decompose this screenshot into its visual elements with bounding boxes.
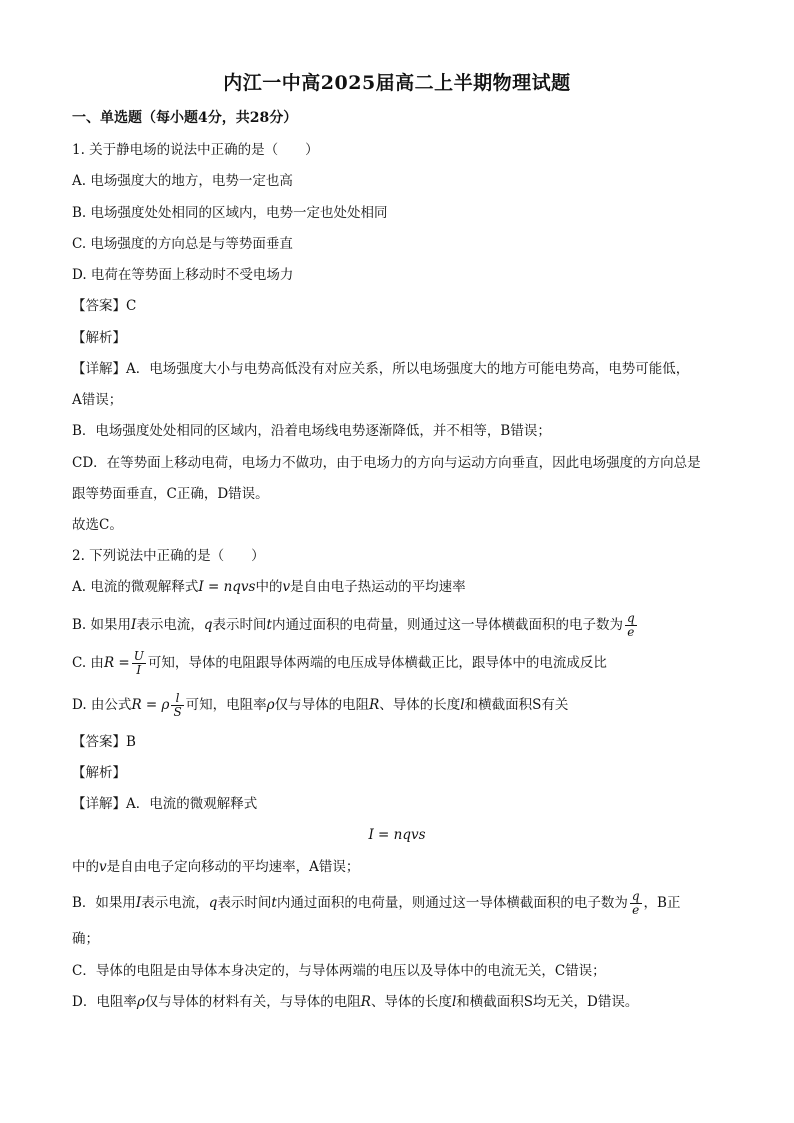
q2-answer: 【答案】B bbox=[72, 734, 136, 750]
q1-detail-line4: CD．在等势面上移动电荷，电场力不做功，由于电场力的方向与运动方向垂直，因此电场强度的方向总是 bbox=[72, 455, 701, 471]
q2-option-a: A. 电流的微观解释式I = nqvs中的v是自由电子热运动的平均速率 bbox=[72, 579, 466, 595]
q1-answer: 【答案】C bbox=[72, 298, 137, 314]
formula-current: I = nqvs bbox=[198, 579, 256, 595]
q1-stem: 1. 关于静电场的说法中正确的是（ ） bbox=[72, 142, 319, 158]
q1-detail-line1: 【详解】A．电场强度大小与电势高低没有对应关系，所以电场强度大的地方可能电势高，电势可能低， bbox=[72, 361, 690, 377]
q1-option-c: C. 电场强度的方向总是与等势面垂直 bbox=[72, 236, 293, 252]
q1-option-a: A. 电场强度大的地方，电势一定也高 bbox=[72, 173, 293, 189]
q2-analysis-label: 【解析】 bbox=[72, 765, 126, 781]
q2-detail-c: C．导体的电阻是由导体本身决定的，与导体两端的电压以及导体中的电流无关，C错误； bbox=[72, 963, 606, 979]
fraction-u-over-i: $\frac{U}{I}$ bbox=[133, 649, 144, 677]
q1-option-b: B. 电场强度处处相同的区域内，电势一定也处处相同 bbox=[72, 205, 388, 221]
q2-detail-d: D．电阻率ρ仅与导体的材料有关，与导体的电阻R、导体的长度l和横截面积S均无关，D错误。 bbox=[72, 994, 639, 1010]
q2-stem: 2. 下列说法中正确的是（ ） bbox=[72, 548, 265, 564]
fraction-q-over-e: $\frac{q}{e}$ bbox=[626, 611, 635, 639]
q1-option-d: D. 电荷在等势面上移动时不受电场力 bbox=[72, 267, 294, 283]
q1-detail-line2: A错误； bbox=[72, 392, 123, 408]
q2-detail-a: 【详解】A．电流的微观解释式 bbox=[72, 796, 258, 812]
section-heading: 一、单选题（每小题4分，共28分） bbox=[72, 110, 298, 126]
q2-detail-a2: 中的v是自由电子定向移动的平均速率，A错误； bbox=[72, 859, 360, 875]
q2-option-d: D. 由公式R = ρ $\frac{l}{S}$ 可知，电阻率ρ仅与导体的电阻R、导体的长度l和横截面积S有关 bbox=[72, 691, 569, 719]
page-title: 内江一中高2025届高二上半期物理试题 bbox=[223, 72, 571, 94]
q1-detail-line5: 跟等势面垂直，C正确，D错误。 bbox=[72, 486, 269, 502]
q1-analysis-label: 【解析】 bbox=[72, 330, 126, 346]
q1-detail-line3: B．电场强度处处相同的区域内，沿着电场线电势逐渐降低，并不相等，B错误； bbox=[72, 423, 551, 439]
q2-formula-centered: I = nqvs bbox=[368, 827, 426, 843]
q1-conclusion: 故选C。 bbox=[72, 517, 123, 533]
fraction-q-over-e: $\frac{q}{e}$ bbox=[631, 889, 640, 917]
fraction-l-over-s: $\frac{l}{S}$ bbox=[173, 691, 182, 719]
q2-option-c: C. 由R = $\frac{U}{I}$ 可知，导体的电阻跟导体两端的电压成导体横截正比，跟导体中的电流成反比 bbox=[72, 649, 607, 677]
q2-detail-b: B．如果用I表示电流，q表示时间t内通过面积的电荷量，则通过这一导体横截面积的电子数为 $\frac{q}{e}$ ，B正 bbox=[72, 889, 681, 917]
q2-detail-b2: 确； bbox=[72, 931, 99, 947]
q2-option-b: B. 如果用I表示电流，q表示时间t内通过面积的电荷量，则通过这一导体横截面积的电子数为 $\frac{q}{e}$ bbox=[72, 611, 635, 639]
